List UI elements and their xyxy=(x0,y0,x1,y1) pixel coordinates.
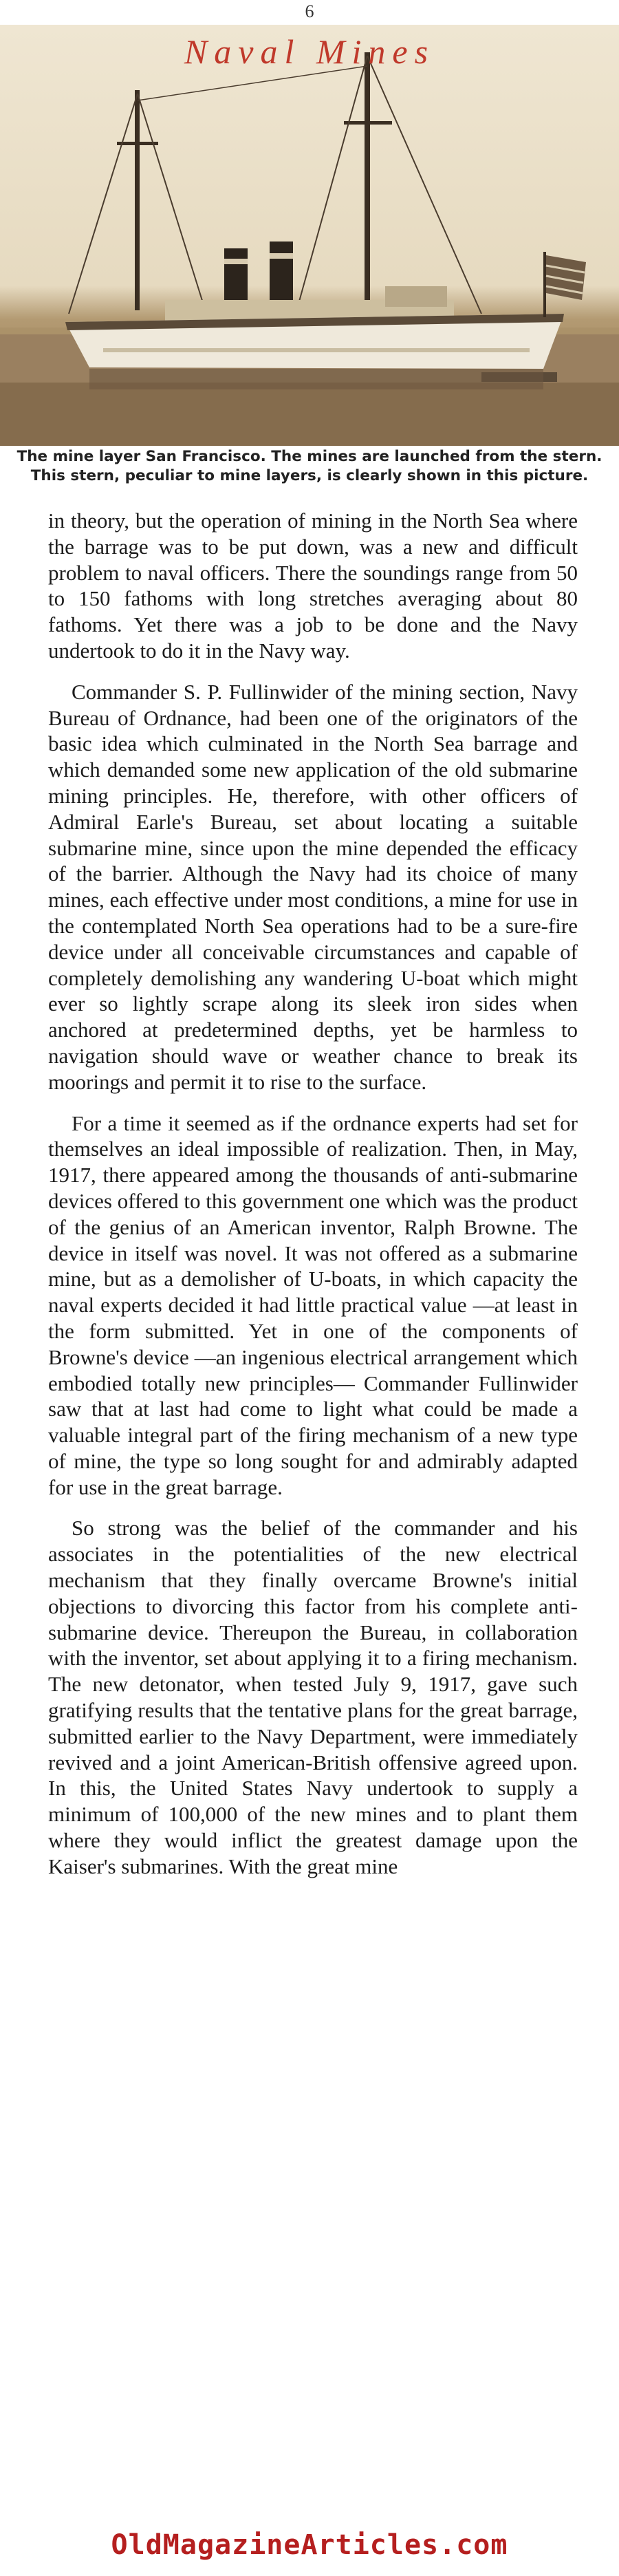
ship-illustration xyxy=(0,25,619,446)
article-paragraph: So strong was the belief of the commander and his associates in the potentialities of the new electrical mechanism that they finally overcame Browne's initial objections to divorcing this factor from his complete anti-submarine device. Thereupon the Bureau, in collaboration with the inventor, set about applying it to a firing mechanism. The new detonator, when tested July 9, 1917, gave such gratifying results that the tentative plans for the great barrage, submitted earlier to the Navy Department, were immediately revived and a joint American-British offensive agreed upon. In this, the United States Navy undertook to supply a minimum of 100,000 of the new mines and to plant them where they would inflict the greatest damage upon the Kaiser's submarines. With the great mine xyxy=(48,1516,578,1878)
article-paragraph: For a time it seemed as if the ordnance experts had set for themselves an ideal impossible of realization. Then, in May, 1917, there appeared among the thousands of anti-submarine devices offered to this government one which was the product of the genius of an American inventor, Ralph Browne. The device in itself was novel. It was not offered as a submarine mine, but as a demolisher of U-boats, in which capacity the naval experts decided it had little practical value —at least in the form submitted. Yet in one of the components of Browne's device —an ingenious electrical arrangement which embodied totally new principles— Commander Fullinwider saw that at last had come to light what could be made a valuable integral part of the firing mechanism of a new type of mine, the type so long sought for and admirably adapted for use in the great barrage. xyxy=(48,1110,578,1499)
page-number: 6 xyxy=(305,1,314,21)
article-body xyxy=(48,508,578,1895)
photo-caption: The mine layer San Francisco. The mines are launched from the stern. This stern, peculiar to mine layers, is clearly shown in this picture. xyxy=(17,448,602,484)
headline: Naval Mines xyxy=(184,32,435,71)
ship-photo xyxy=(0,25,619,446)
footer-watermark[interactable]: OldMagazineArticles.com xyxy=(111,2529,508,2561)
article-paragraph: in theory, but the operation of mining in the North Sea where the barrage was to be put down, was a new and difficult problem to naval officers. There the soundings range from 50 to 150 fathoms with long stretches averaging about 80 fathoms. Yet there was a job to be done and the Navy undertook to do it in the Navy way. xyxy=(48,508,578,663)
article-paragraph: Commander S. P. Fullinwider of the mining section, Navy Bureau of Ordnance, had been one of the originators of the basic idea which culminated in the North Sea barrage and which demanded some new application of the old submarine mining principles. He, therefore, with other officers of Admiral Earle's Bureau, set about locating a suitable submarine mine, since upon the mine depended the efficacy of the barrier. Although the Navy had its choice of many mines, each effective under most conditions, a mine for use in the contemplated North Sea operations had to be a sure-fire device under all conceivable circumstances and capable of completely demolishing any wandering U-boat which might ever so lightly scrape along its sleek iron sides when anchored at predetermined depths, yet be harmless to navigation should wave or weather chance to break its moorings and permit it to rise to the surface. xyxy=(48,679,578,1094)
